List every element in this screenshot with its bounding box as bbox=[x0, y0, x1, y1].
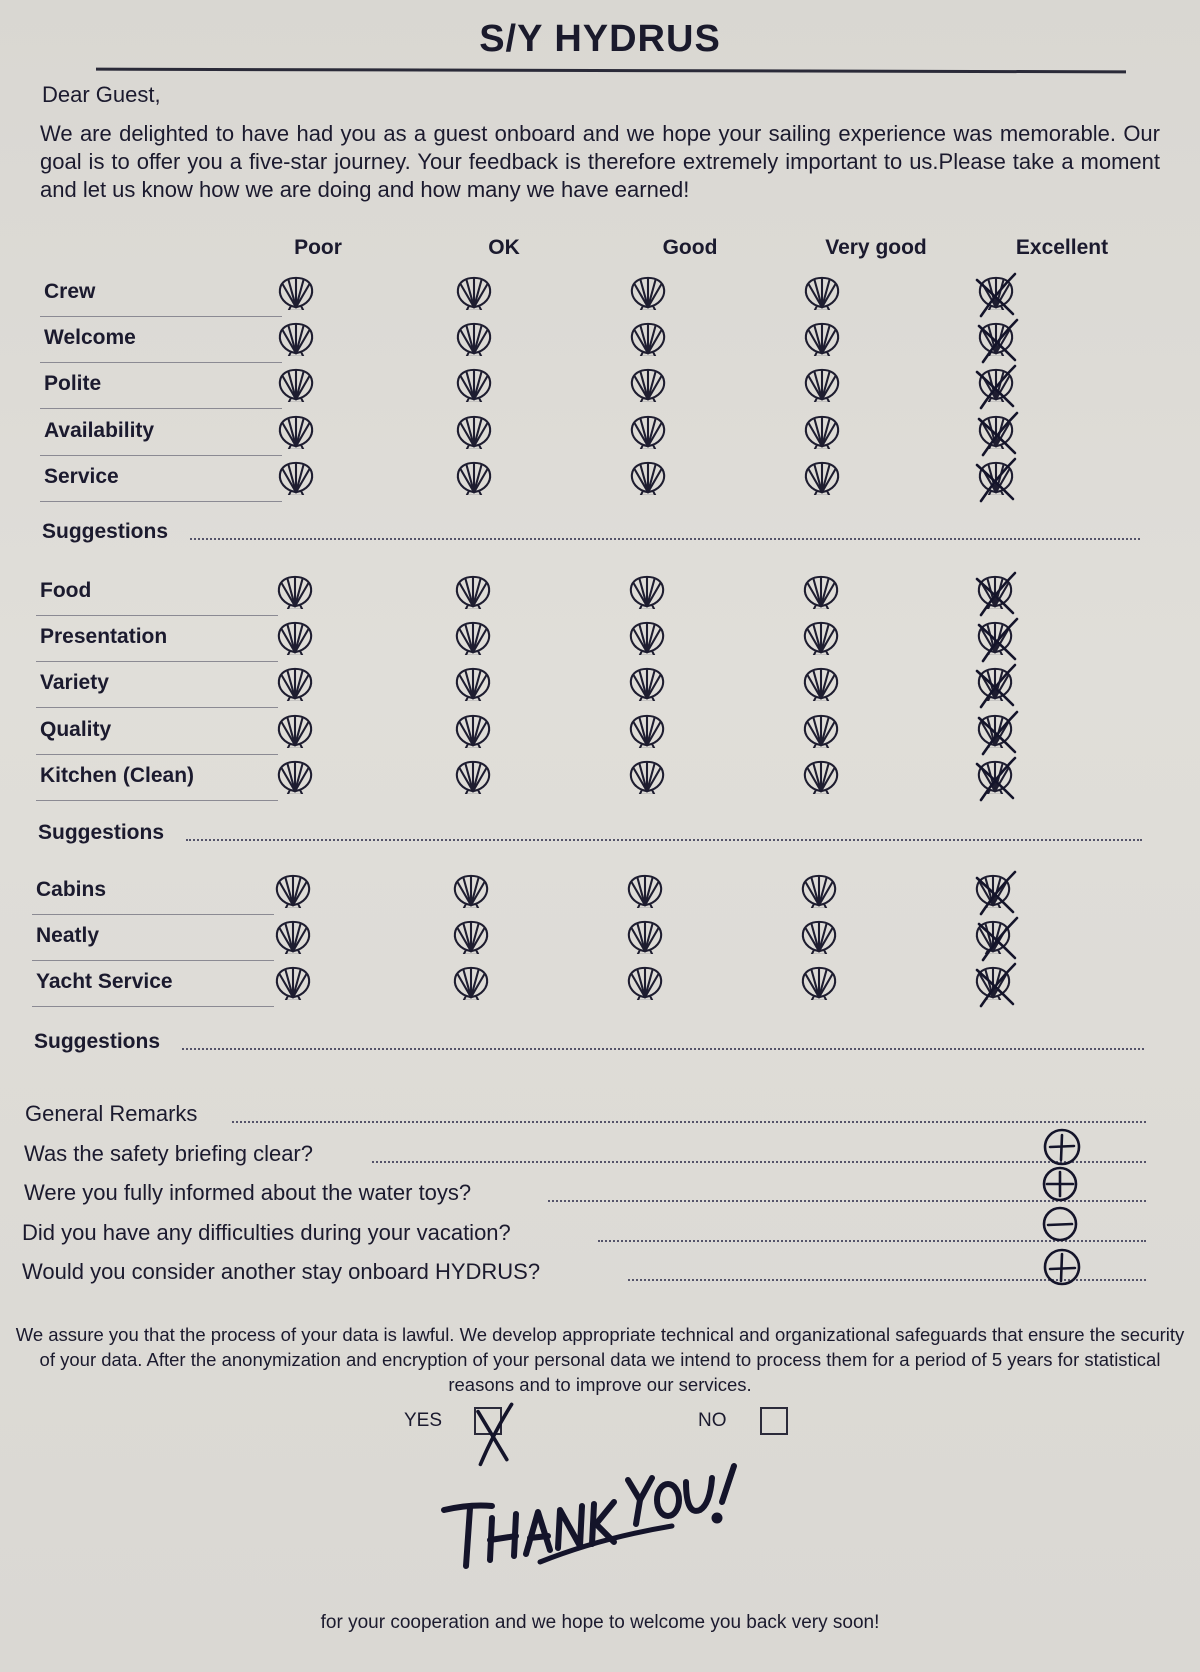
shell-rating-poor-icon[interactable] bbox=[274, 920, 312, 954]
shell-rating-ok-icon[interactable] bbox=[455, 276, 493, 310]
criterion-label: Welcome bbox=[44, 326, 136, 350]
criterion-underline bbox=[40, 455, 282, 456]
shell-rating-ok-icon[interactable] bbox=[454, 621, 492, 655]
shell-rating-excellent-icon[interactable] bbox=[976, 575, 1014, 609]
shell-rating-excellent-icon[interactable] bbox=[974, 874, 1012, 908]
shell-rating-ok-icon[interactable] bbox=[455, 368, 493, 402]
shell-rating-very-good-icon[interactable] bbox=[800, 874, 838, 908]
shell-rating-good-icon[interactable] bbox=[628, 714, 666, 748]
criterion-underline bbox=[40, 408, 282, 409]
shell-rating-ok-icon[interactable] bbox=[452, 966, 490, 1000]
shell-rating-ok-icon[interactable] bbox=[454, 760, 492, 794]
shell-rating-poor-icon[interactable] bbox=[276, 621, 314, 655]
criterion-label: Crew bbox=[44, 280, 96, 303]
greeting-text: Dear Guest, bbox=[42, 82, 161, 107]
column-header-good: Good bbox=[662, 236, 718, 259]
criterion-label: Cabins bbox=[36, 878, 107, 901]
criterion-label: Yacht Service bbox=[36, 970, 173, 994]
plus-circle-answer-another-stay-icon bbox=[1042, 1247, 1082, 1287]
column-header-ok: OK bbox=[488, 236, 520, 259]
criterion-label: Availability bbox=[44, 418, 155, 442]
shell-rating-ok-icon[interactable] bbox=[455, 415, 493, 449]
consent-no-label: NO bbox=[698, 1410, 727, 1431]
shell-rating-poor-icon[interactable] bbox=[277, 368, 315, 402]
plus-circle-answer-safety-icon bbox=[1042, 1127, 1082, 1167]
shell-rating-excellent-icon[interactable] bbox=[976, 621, 1014, 655]
shell-rating-ok-icon[interactable] bbox=[455, 322, 493, 356]
shell-rating-very-good-icon[interactable] bbox=[803, 415, 841, 449]
criterion-label: Presentation bbox=[40, 625, 168, 649]
shell-rating-poor-icon[interactable] bbox=[277, 276, 315, 310]
shell-rating-poor-icon[interactable] bbox=[277, 461, 315, 495]
shell-rating-excellent-icon[interactable] bbox=[977, 322, 1015, 356]
criterion-underline bbox=[36, 661, 278, 662]
shell-rating-very-good-icon[interactable] bbox=[800, 920, 838, 954]
shell-rating-poor-icon[interactable] bbox=[277, 415, 315, 449]
criterion-underline bbox=[40, 362, 282, 363]
shell-rating-very-good-icon[interactable] bbox=[802, 760, 840, 794]
criterion-label: Variety bbox=[40, 671, 109, 695]
criterion-underline bbox=[32, 960, 274, 961]
question-water-toys: Were you fully informed about the water toys? bbox=[24, 1180, 472, 1205]
shell-rating-poor-icon[interactable] bbox=[274, 874, 312, 908]
shell-rating-excellent-icon[interactable] bbox=[974, 920, 1012, 954]
suggestions-label-1: Suggestions bbox=[42, 520, 169, 543]
suggestions-line-2[interactable] bbox=[186, 839, 1142, 841]
thank-you-text: THANK YOU! bbox=[430, 1460, 437, 1461]
criterion-label: Polite bbox=[44, 372, 102, 396]
criterion-underline bbox=[36, 754, 278, 755]
consent-yes-checkbox[interactable] bbox=[474, 1407, 502, 1435]
shell-rating-poor-icon[interactable] bbox=[276, 575, 314, 609]
shell-rating-good-icon[interactable] bbox=[629, 415, 667, 449]
shell-rating-good-icon[interactable] bbox=[626, 874, 664, 908]
column-header-very-good: Very good bbox=[825, 236, 927, 259]
column-header-excellent: Excellent bbox=[1015, 236, 1109, 259]
shell-rating-good-icon[interactable] bbox=[629, 322, 667, 356]
shell-rating-very-good-icon[interactable] bbox=[803, 276, 841, 310]
shell-rating-ok-icon[interactable] bbox=[454, 667, 492, 701]
shell-rating-excellent-icon[interactable] bbox=[976, 760, 1014, 794]
shell-rating-good-icon[interactable] bbox=[628, 760, 666, 794]
shell-rating-good-icon[interactable] bbox=[626, 920, 664, 954]
shell-rating-very-good-icon[interactable] bbox=[800, 966, 838, 1000]
title-underline bbox=[96, 68, 1126, 74]
shell-rating-good-icon[interactable] bbox=[629, 461, 667, 495]
shell-rating-poor-icon[interactable] bbox=[276, 667, 314, 701]
shell-rating-ok-icon[interactable] bbox=[454, 714, 492, 748]
answer-line-safety-briefing[interactable] bbox=[372, 1161, 1146, 1163]
column-header-poor: Poor bbox=[294, 236, 342, 259]
shell-rating-very-good-icon[interactable] bbox=[802, 575, 840, 609]
criterion-label: Food bbox=[40, 579, 92, 602]
shell-rating-excellent-icon[interactable] bbox=[977, 415, 1015, 449]
intro-paragraph: We are delighted to have had you as a guest onboard and we hope your sailing experience was memorable. Our goal is to offer you a five-star journey. Your feedback is therefore extremely important to us.Please take a moment and let us know how we are doing and how many we have earned! bbox=[40, 121, 1160, 202]
suggestions-line-1[interactable] bbox=[190, 538, 1140, 540]
shell-rating-ok-icon[interactable] bbox=[452, 920, 490, 954]
footer-message: for your cooperation and we hope to welcome you back very soon! bbox=[320, 1612, 880, 1633]
privacy-statement: We assure you that the process of your data is lawful. We develop appropriate technical and organizational safeguards that ensure the security of your data. After the anonymization and encryption of your personal data we intend to process them for a period of 5 years for statistical reasons and to improve our services. bbox=[15, 1324, 1185, 1395]
criterion-underline bbox=[36, 707, 278, 708]
shell-rating-poor-icon[interactable] bbox=[274, 966, 312, 1000]
shell-rating-excellent-icon[interactable] bbox=[974, 966, 1012, 1000]
criterion-underline bbox=[32, 1006, 274, 1007]
shell-rating-good-icon[interactable] bbox=[629, 368, 667, 402]
criterion-underline bbox=[32, 914, 274, 915]
criterion-label: Quality bbox=[40, 717, 112, 741]
question-difficulties: Did you have any difficulties during your vacation? bbox=[22, 1220, 511, 1245]
shell-rating-good-icon[interactable] bbox=[628, 667, 666, 701]
shell-rating-ok-icon[interactable] bbox=[455, 461, 493, 495]
shell-rating-good-icon[interactable] bbox=[628, 621, 666, 655]
shell-rating-good-icon[interactable] bbox=[628, 575, 666, 609]
criterion-label: Service bbox=[44, 464, 119, 488]
shell-rating-ok-icon[interactable] bbox=[454, 575, 492, 609]
shell-rating-good-icon[interactable] bbox=[626, 966, 664, 1000]
minus-circle-answer-difficulties-icon bbox=[1040, 1204, 1080, 1244]
criterion-underline bbox=[40, 316, 282, 317]
criterion-underline bbox=[36, 615, 278, 616]
shell-rating-very-good-icon[interactable] bbox=[803, 322, 841, 356]
question-another-stay: Would you consider another stay onboard HYDRUS? bbox=[22, 1259, 541, 1284]
question-general-remarks: General Remarks bbox=[25, 1101, 198, 1126]
shell-rating-poor-icon[interactable] bbox=[276, 714, 314, 748]
thank-you-handwriting bbox=[430, 1460, 760, 1570]
criterion-label: Kitchen (Clean) bbox=[40, 763, 195, 787]
criterion-underline bbox=[36, 800, 278, 801]
question-safety-briefing: Was the safety briefing clear? bbox=[24, 1141, 313, 1166]
shell-rating-good-icon[interactable] bbox=[629, 276, 667, 310]
thank-you-script-icon bbox=[430, 1460, 760, 1570]
consent-yes-label: YES bbox=[404, 1410, 443, 1431]
suggestions-label-2: Suggestions bbox=[38, 821, 165, 844]
checkmark-x-icon bbox=[466, 1393, 514, 1459]
shell-rating-very-good-icon[interactable] bbox=[803, 368, 841, 402]
criterion-label: Neatly bbox=[36, 924, 100, 948]
shell-rating-very-good-icon[interactable] bbox=[802, 621, 840, 655]
shell-rating-very-good-icon[interactable] bbox=[802, 667, 840, 701]
suggestions-line-3[interactable] bbox=[182, 1048, 1144, 1050]
shell-rating-excellent-icon[interactable] bbox=[977, 276, 1015, 310]
answer-line-general-remarks[interactable] bbox=[232, 1121, 1146, 1123]
shell-rating-excellent-icon[interactable] bbox=[977, 461, 1015, 495]
plus-circle-answer-water-toys-icon bbox=[1040, 1164, 1080, 1204]
shell-rating-ok-icon[interactable] bbox=[452, 874, 490, 908]
criterion-underline bbox=[40, 501, 282, 502]
suggestions-label-3: Suggestions bbox=[34, 1030, 161, 1053]
shell-rating-excellent-icon[interactable] bbox=[976, 667, 1014, 701]
shell-rating-poor-icon[interactable] bbox=[277, 322, 315, 356]
form-title: S/Y HYDRUS bbox=[479, 18, 721, 60]
shell-rating-excellent-icon[interactable] bbox=[977, 368, 1015, 402]
shell-rating-very-good-icon[interactable] bbox=[802, 714, 840, 748]
consent-no-checkbox[interactable] bbox=[760, 1407, 788, 1435]
shell-rating-poor-icon[interactable] bbox=[276, 760, 314, 794]
shell-rating-very-good-icon[interactable] bbox=[803, 461, 841, 495]
shell-rating-excellent-icon[interactable] bbox=[976, 714, 1014, 748]
